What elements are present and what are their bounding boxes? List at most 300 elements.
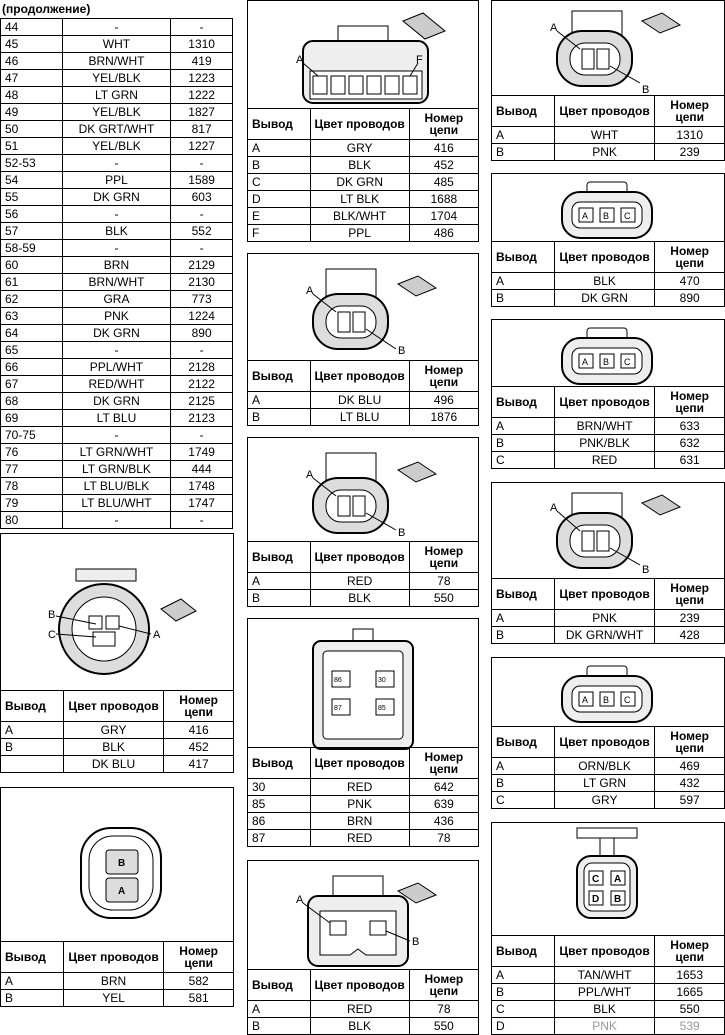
color-cell: BLK (310, 157, 409, 174)
circuit-cell: 642 (409, 779, 478, 796)
table-row (248, 191, 479, 208)
table-header-row (492, 96, 725, 127)
header-color: Цвет проводов (554, 242, 655, 273)
table-row (1, 19, 233, 36)
table-row (1, 722, 234, 739)
circuit-cell: - (171, 427, 233, 444)
table-row (248, 174, 479, 191)
connector-c11 (491, 482, 725, 644)
connector-c5-drawing (248, 438, 478, 543)
circuit-cell: 550 (409, 590, 478, 607)
color-cell: DK GRN (62, 393, 171, 410)
color-cell: RED (310, 1001, 409, 1018)
table-row (492, 144, 725, 161)
pin-cell: 44 (1, 19, 63, 36)
circuit-cell: 2123 (171, 410, 233, 427)
pin-label: C (624, 357, 631, 367)
circuit-cell: 2128 (171, 359, 233, 376)
circuit-cell: - (171, 19, 233, 36)
color-cell: PNK (62, 308, 171, 325)
table-header-row (248, 970, 479, 1001)
color-cell: BLK (62, 223, 171, 240)
table-row (1, 87, 233, 104)
color-cell: BLK (63, 739, 164, 756)
color-cell: RED (310, 830, 409, 847)
connector-pin-table (247, 747, 479, 847)
header-circuit: Номер цепи (409, 361, 478, 392)
pin-cell: 46 (1, 53, 63, 70)
color-cell: LT BLU/BLK (62, 478, 171, 495)
table-row (248, 573, 479, 590)
color-cell: PNK/BLK (554, 435, 655, 452)
circuit-cell: 444 (171, 461, 233, 478)
connector-c1 (0, 533, 234, 773)
table-row (492, 290, 725, 307)
header-pin: Вывод (492, 96, 555, 127)
table-row (492, 273, 725, 290)
circuit-cell: 1223 (171, 70, 233, 87)
circuit-cell: - (171, 240, 233, 257)
header-color: Цвет проводов (554, 936, 655, 967)
pin-label: A (582, 211, 589, 221)
pin-cell: A (492, 967, 555, 984)
pin-cell: A (248, 140, 311, 157)
color-cell: LT BLU/WHT (62, 495, 171, 512)
color-cell: PNK (554, 610, 655, 627)
pin-label: B (48, 609, 56, 621)
color-cell: YEL/BLK (62, 104, 171, 121)
pin-label: B (603, 357, 610, 367)
table-row (1, 274, 233, 291)
pin-cell: A (248, 1001, 311, 1018)
header-circuit: Номер цепи (409, 748, 478, 779)
circuit-cell: 633 (655, 418, 725, 435)
connector-c10-drawing (492, 320, 724, 390)
header-pin: Вывод (492, 579, 555, 610)
table-row (1, 739, 234, 756)
color-cell: DK GRN (310, 174, 409, 191)
circuit-cell: 639 (409, 796, 478, 813)
table-row (1, 53, 233, 70)
color-cell: LT GRN/WHT (62, 444, 171, 461)
connector-c6 (247, 618, 479, 847)
pin-label: 87 (334, 705, 342, 712)
table-header-row (492, 579, 725, 610)
pin-cell: 65 (1, 342, 63, 359)
pin-label: A (296, 54, 304, 66)
color-cell: PPL/WHT (554, 984, 655, 1001)
pin-cell: B (492, 627, 555, 644)
color-cell: BRN (310, 813, 409, 830)
circuit-cell: 582 (164, 973, 234, 990)
table-row (492, 758, 725, 775)
pin-label: B (614, 894, 622, 905)
pin-cell: B (492, 144, 555, 161)
circuit-cell: 552 (171, 223, 233, 240)
connector-c2 (0, 787, 234, 1007)
pin-cell: A (492, 610, 555, 627)
table-row (1, 990, 234, 1007)
pin-label: B (642, 84, 650, 96)
header-circuit: Номер цепи (409, 970, 478, 1001)
table-row (1, 308, 233, 325)
circuit-cell: 1310 (171, 36, 233, 53)
main-pin-table (0, 18, 233, 529)
circuit-cell: 78 (409, 573, 478, 590)
color-cell: - (62, 19, 171, 36)
header-circuit: Номер цепи (655, 727, 725, 758)
table-row (1, 342, 233, 359)
pin-cell: 48 (1, 87, 63, 104)
table-row (492, 792, 725, 809)
pin-label: D (592, 894, 600, 905)
header-circuit: Номер цепи (409, 542, 478, 573)
circuit-cell: 78 (409, 830, 478, 847)
circuit-cell: 470 (655, 273, 725, 290)
color-cell: BLK (554, 273, 655, 290)
color-cell: - (62, 206, 171, 223)
circuit-cell: 632 (655, 435, 725, 452)
color-cell: WHT (62, 36, 171, 53)
table-row (1, 359, 233, 376)
pin-label: B (642, 564, 650, 576)
pin-label: B (118, 858, 126, 869)
pin-label: C (592, 874, 600, 885)
table-row (1, 189, 233, 206)
pin-label: A (153, 629, 161, 641)
circuit-cell: 469 (655, 758, 725, 775)
color-cell: BRN/WHT (554, 418, 655, 435)
table-row (1, 70, 233, 87)
pin-cell: 78 (1, 478, 63, 495)
table-row (1, 756, 234, 773)
pin-cell: 45 (1, 36, 63, 53)
color-cell: GRY (310, 140, 409, 157)
connector-c13-drawing (492, 823, 724, 933)
pin-cell: C (492, 452, 555, 469)
connector-c7-drawing (248, 861, 478, 971)
pin-cell: 86 (248, 813, 311, 830)
connector-pin-table (491, 726, 725, 809)
color-cell: BRN/WHT (62, 53, 171, 70)
pin-cell: E (248, 208, 311, 225)
header-color: Цвет проводов (554, 579, 655, 610)
pin-label: A (306, 469, 314, 481)
header-color: Цвет проводов (310, 109, 409, 140)
table-row (492, 1001, 725, 1018)
color-cell: - (62, 342, 171, 359)
connector-c8-drawing (492, 1, 724, 96)
color-cell: PPL (310, 225, 409, 242)
pin-cell: 62 (1, 291, 63, 308)
color-cell: - (62, 155, 171, 172)
header-circuit: Номер цепи (164, 691, 234, 722)
color-cell: RED (310, 779, 409, 796)
circuit-cell: 452 (409, 157, 478, 174)
header-color: Цвет проводов (310, 542, 409, 573)
circuit-cell: - (171, 342, 233, 359)
circuit-cell: 597 (655, 792, 725, 809)
pin-cell: 68 (1, 393, 63, 410)
pin-cell: B (248, 157, 311, 174)
circuit-cell: 2130 (171, 274, 233, 291)
table-header-row (248, 542, 479, 573)
color-cell: - (62, 240, 171, 257)
table-row (1, 240, 233, 257)
header-color: Цвет проводов (554, 387, 655, 418)
circuit-cell: 416 (164, 722, 234, 739)
color-cell: YEL (63, 990, 164, 1007)
pin-cell: 50 (1, 121, 63, 138)
table-row (492, 984, 725, 1001)
pin-cell: A (492, 758, 555, 775)
circuit-cell: 496 (409, 392, 478, 409)
pin-cell: C (492, 792, 555, 809)
connector-c1-drawing (1, 534, 233, 689)
connector-c9 (491, 173, 725, 307)
table-row (1, 478, 233, 495)
circuit-cell: 436 (409, 813, 478, 830)
color-cell: PNK (554, 1018, 655, 1035)
table-row (248, 830, 479, 847)
pin-cell: A (492, 127, 555, 144)
table-row (1, 495, 233, 512)
pin-cell: 87 (248, 830, 311, 847)
table-row (492, 967, 725, 984)
connector-c4 (247, 253, 479, 426)
table-row (248, 409, 479, 426)
table-row (1, 257, 233, 274)
pin-label: A (550, 22, 558, 34)
connector-pin-table (491, 241, 725, 307)
table-header-row (492, 936, 725, 967)
table-row (1, 461, 233, 478)
connector-pin-table (247, 541, 479, 607)
color-cell: WHT (554, 127, 655, 144)
pin-label: C (624, 211, 631, 221)
connector-pin-table (491, 935, 725, 1035)
circuit-cell: 432 (655, 775, 725, 792)
circuit-cell: 2125 (171, 393, 233, 410)
pin-cell: A (492, 418, 555, 435)
header-circuit: Номер цепи (655, 579, 725, 610)
pin-cell: 66 (1, 359, 63, 376)
circuit-cell: 1224 (171, 308, 233, 325)
circuit-cell: 1747 (171, 495, 233, 512)
color-cell: PNK (310, 796, 409, 813)
color-cell: GRA (62, 291, 171, 308)
table-row (1, 325, 233, 342)
header-pin: Вывод (248, 361, 311, 392)
table-row (492, 627, 725, 644)
pin-cell: 70-75 (1, 427, 63, 444)
table-row (248, 225, 479, 242)
circuit-cell: 239 (655, 144, 725, 161)
color-cell: PNK (554, 144, 655, 161)
circuit-cell: 1227 (171, 138, 233, 155)
pin-cell: 58-59 (1, 240, 63, 257)
color-cell: DK BLU (310, 392, 409, 409)
header-color: Цвет проводов (310, 970, 409, 1001)
table-row (1, 410, 233, 427)
circuit-cell: 1827 (171, 104, 233, 121)
color-cell: LT GRN (62, 87, 171, 104)
circuit-cell: 890 (655, 290, 725, 307)
header-circuit: Номер цепи (655, 936, 725, 967)
table-row (248, 157, 479, 174)
connector-c13 (491, 822, 725, 1035)
connector-c6-drawing (248, 619, 478, 754)
color-cell: GRY (554, 792, 655, 809)
color-cell: LT BLU (310, 409, 409, 426)
connector-c3 (247, 0, 479, 242)
pin-cell (1, 756, 64, 773)
pin-cell: B (248, 409, 311, 426)
pin-label: B (603, 211, 610, 221)
connector-pin-table (491, 386, 725, 469)
header-color: Цвет проводов (310, 748, 409, 779)
connector-pin-table (0, 941, 234, 1007)
circuit-cell: 817 (171, 121, 233, 138)
table-row (248, 140, 479, 157)
circuit-cell: 2129 (171, 257, 233, 274)
header-circuit: Номер цепи (409, 109, 478, 140)
pin-label: A (582, 357, 589, 367)
pin-cell: B (248, 1018, 311, 1035)
color-cell: LT GRN (554, 775, 655, 792)
circuit-cell: 417 (164, 756, 234, 773)
connector-c12 (491, 657, 725, 809)
circuit-cell: 416 (409, 140, 478, 157)
connector-c11-drawing (492, 483, 724, 578)
header-color: Цвет проводов (63, 942, 164, 973)
connector-c10 (491, 319, 725, 469)
connector-c4-drawing (248, 254, 478, 359)
color-cell: PPL (62, 172, 171, 189)
pin-cell: 56 (1, 206, 63, 223)
pin-label: A (614, 874, 622, 885)
pin-cell: B (492, 290, 555, 307)
pin-cell: D (248, 191, 311, 208)
header-pin: Вывод (248, 109, 311, 140)
pin-cell: A (248, 573, 311, 590)
color-cell: BLK/WHT (310, 208, 409, 225)
color-cell: LT BLK (310, 191, 409, 208)
pin-cell: B (492, 984, 555, 1001)
circuit-cell: 419 (171, 53, 233, 70)
header-pin: Вывод (248, 748, 311, 779)
pin-cell: 79 (1, 495, 63, 512)
header-color: Цвет проводов (554, 727, 655, 758)
circuit-cell: 486 (409, 225, 478, 242)
table-row (248, 1001, 479, 1018)
color-cell: PPL/WHT (62, 359, 171, 376)
color-cell: TAN/WHT (554, 967, 655, 984)
table-header-row (248, 361, 479, 392)
connector-c9-drawing (492, 174, 724, 244)
pin-cell: 85 (248, 796, 311, 813)
pin-label: 30 (378, 677, 386, 684)
color-cell: - (62, 427, 171, 444)
pin-cell: 64 (1, 325, 63, 342)
pin-label: A (306, 285, 314, 297)
pin-cell: 52-53 (1, 155, 63, 172)
pin-label: A (582, 695, 589, 705)
pin-cell: A (1, 973, 64, 990)
color-cell: RED (554, 452, 655, 469)
table-row (1, 138, 233, 155)
circuit-cell: 485 (409, 174, 478, 191)
connector-pin-table (0, 690, 234, 773)
header-color: Цвет проводов (554, 96, 655, 127)
table-header-row (248, 748, 479, 779)
pin-cell: 80 (1, 512, 63, 529)
header-circuit: Номер цепи (655, 387, 725, 418)
pin-cell: 57 (1, 223, 63, 240)
circuit-cell: 603 (171, 189, 233, 206)
connector-pin-table (247, 360, 479, 426)
connector-pin-table (247, 969, 479, 1035)
color-cell: BLK (554, 1001, 655, 1018)
circuit-cell: 539 (655, 1018, 725, 1035)
pin-cell: F (248, 225, 311, 242)
circuit-cell: 1704 (409, 208, 478, 225)
table-row (1, 155, 233, 172)
circuit-cell: 1589 (171, 172, 233, 189)
pin-cell: 69 (1, 410, 63, 427)
table-row (1, 104, 233, 121)
table-row (1, 444, 233, 461)
circuit-cell: 1748 (171, 478, 233, 495)
color-cell: BRN/WHT (62, 274, 171, 291)
connector-pin-table (247, 108, 479, 242)
table-row (1, 223, 233, 240)
connector-pin-table (491, 578, 725, 644)
pin-label: F (416, 54, 423, 66)
circuit-cell: 581 (164, 990, 234, 1007)
color-cell: GRY (63, 722, 164, 739)
color-cell: DK GRN (62, 189, 171, 206)
color-cell: LT BLU (62, 410, 171, 427)
connector-c7 (247, 860, 479, 1035)
header-pin: Вывод (492, 936, 555, 967)
connector-c5 (247, 437, 479, 607)
header-pin: Вывод (492, 242, 555, 273)
pin-cell: 49 (1, 104, 63, 121)
circuit-cell: 890 (171, 325, 233, 342)
table-row (492, 775, 725, 792)
pin-cell: C (492, 1001, 555, 1018)
pin-label: A (550, 502, 558, 514)
connector-c12-drawing (492, 658, 724, 728)
pin-cell: 67 (1, 376, 63, 393)
color-cell: BLK (310, 590, 409, 607)
connector-pin-table (491, 95, 725, 161)
circuit-cell: 1665 (655, 984, 725, 1001)
pin-label: 85 (378, 705, 386, 712)
color-cell: DK BLU (63, 756, 164, 773)
table-header-row (492, 727, 725, 758)
connector-c8 (491, 0, 725, 161)
circuit-cell: 1310 (655, 127, 725, 144)
header-pin: Вывод (1, 942, 64, 973)
header-pin: Вывод (1, 691, 64, 722)
pin-label: C (48, 629, 56, 641)
pin-label: B (398, 527, 406, 539)
table-row (492, 127, 725, 144)
color-cell: YEL/BLK (62, 70, 171, 87)
page-title: (продолжение) (2, 2, 91, 16)
